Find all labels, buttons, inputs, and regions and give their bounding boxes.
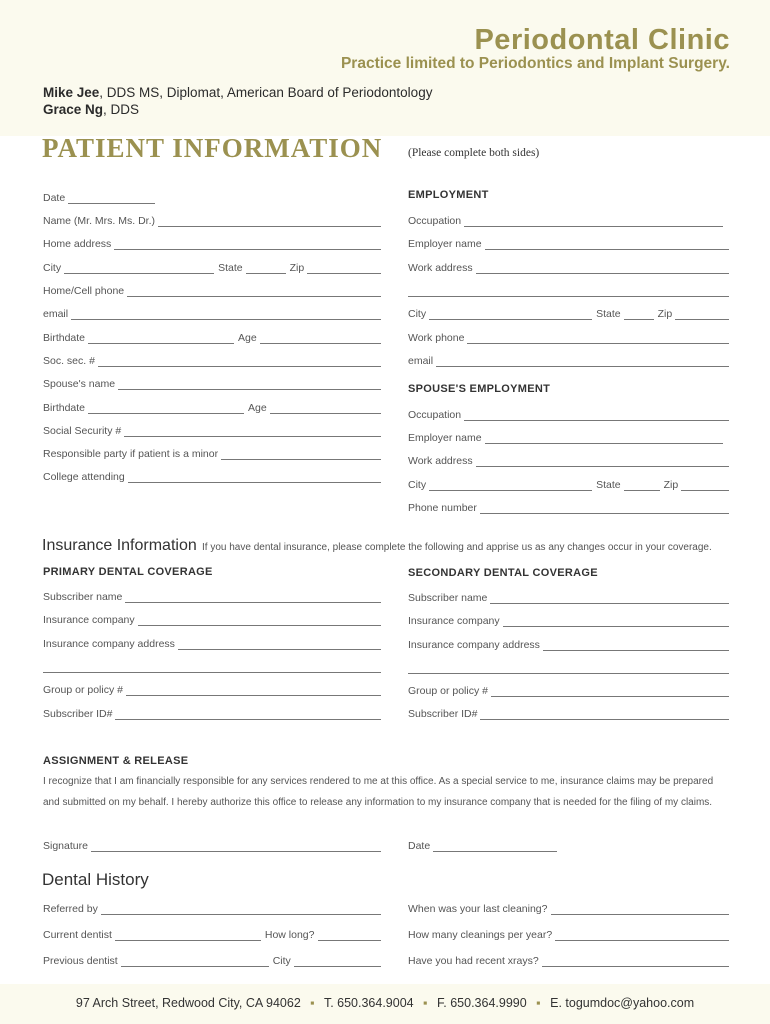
- date-field[interactable]: Date: [43, 188, 155, 204]
- referred-by-field[interactable]: Referred by: [43, 899, 381, 915]
- spouse-work-address-field[interactable]: Work address: [408, 451, 729, 467]
- occupation-field[interactable]: Occupation: [408, 211, 723, 227]
- assignment-heading: ASSIGNMENT & RELEASE: [43, 755, 189, 767]
- college-field[interactable]: College attending: [43, 467, 381, 483]
- email-field[interactable]: email: [43, 304, 381, 320]
- separator-icon: ▪: [310, 996, 315, 1010]
- home-cell-phone-field[interactable]: Home/Cell phone: [43, 281, 381, 297]
- footer-phone: T. 650.364.9004: [323, 996, 414, 1010]
- secondary-subscriber-id-field[interactable]: Subscriber ID#: [408, 704, 729, 720]
- signature-date-field[interactable]: Date: [408, 836, 557, 852]
- clinic-tagline: Practice limited to Periodontics and Implant Surgery.: [340, 55, 730, 72]
- secondary-insurance-address-line2[interactable]: [408, 658, 729, 674]
- spouse-phone-field[interactable]: Phone number: [408, 498, 729, 514]
- city-state-zip-field[interactable]: City State Zip: [43, 258, 381, 274]
- assignment-text-line2: and submitted on my behalf. I hereby authorize this office to release any information to my insurance company that is needed for the filing of my claims.: [43, 797, 713, 808]
- secondary-subscriber-name-field[interactable]: Subscriber name: [408, 588, 729, 604]
- footer-address: 97 Arch Street, Redwood City, CA 94062: [75, 996, 301, 1010]
- birthdate-age-field[interactable]: Birthdate Age: [43, 328, 381, 344]
- footer-contact: [0, 996, 770, 1010]
- separator-icon: ▪: [536, 996, 541, 1010]
- work-phone-field[interactable]: Work phone: [408, 328, 729, 344]
- work-address-field[interactable]: Work address: [408, 258, 729, 274]
- doctor-name: Mike Jee: [43, 85, 100, 100]
- doctor-line-1: [43, 85, 432, 100]
- form-title: PATIENT INFORMATION: [42, 133, 383, 163]
- cleanings-per-year-field[interactable]: How many cleanings per year?: [408, 925, 729, 941]
- spouse-occupation-field[interactable]: Occupation: [408, 405, 729, 421]
- soc-sec-field[interactable]: Soc. sec. #: [43, 351, 381, 367]
- clinic-name: Periodontal Clinic: [474, 24, 730, 56]
- primary-insurance-company-field[interactable]: Insurance company: [43, 610, 381, 626]
- doctor-credentials: , DDS: [103, 102, 140, 117]
- spouse-employer-name-field[interactable]: Employer name: [408, 428, 723, 444]
- primary-coverage-heading: PRIMARY DENTAL COVERAGE: [43, 566, 213, 578]
- employment-heading: EMPLOYMENT: [408, 189, 489, 201]
- primary-insurance-address-line2[interactable]: [43, 657, 381, 673]
- employer-name-field[interactable]: Employer name: [408, 234, 729, 250]
- secondary-insurance-address-field[interactable]: Insurance company address: [408, 635, 729, 651]
- last-cleaning-field[interactable]: When was your last cleaning?: [408, 899, 729, 915]
- primary-insurance-address-field[interactable]: Insurance company address: [43, 634, 381, 650]
- secondary-group-policy-field[interactable]: Group or policy #: [408, 681, 729, 697]
- secondary-insurance-company-field[interactable]: Insurance company: [408, 611, 729, 627]
- primary-subscriber-id-field[interactable]: Subscriber ID#: [43, 704, 381, 720]
- work-address-line2[interactable]: [408, 281, 729, 297]
- dental-history-heading: Dental History: [42, 870, 149, 889]
- insurance-note: If you have dental insurance, please complete the following and apprise us as any changes occur in your coverage.: [202, 542, 712, 553]
- spouse-name-field[interactable]: Spouse's name: [43, 374, 381, 390]
- spouse-employment-heading: SPOUSE'S EMPLOYMENT: [408, 383, 551, 395]
- recent-xrays-field[interactable]: Have you had recent xrays?: [408, 951, 729, 967]
- work-email-field[interactable]: email: [408, 351, 729, 367]
- separator-icon: ▪: [423, 996, 428, 1010]
- current-dentist-field[interactable]: Current dentist How long?: [43, 925, 381, 941]
- home-address-field[interactable]: Home address: [43, 234, 381, 250]
- spouse-city-state-zip-field[interactable]: City State Zip: [408, 475, 729, 491]
- employment-city-state-zip-field[interactable]: City State Zip: [408, 304, 729, 320]
- form-note: (Please complete both sides): [408, 147, 540, 159]
- social-security-field[interactable]: Social Security #: [43, 421, 381, 437]
- assignment-text-line1: I recognize that I am financially responsible for any services rendered to me at this office. As a special service to me, insurance claims may be prepared: [43, 776, 714, 787]
- secondary-coverage-heading: SECONDARY DENTAL COVERAGE: [408, 567, 598, 579]
- primary-subscriber-name-field[interactable]: Subscriber name: [43, 587, 381, 603]
- signature-field[interactable]: Signature: [43, 836, 381, 852]
- footer-email[interactable]: E. togumdoc@yahoo.com: [550, 996, 695, 1010]
- doctor-credentials: , DDS MS, Diplomat, American Board of Periodontology: [99, 85, 433, 100]
- name-field[interactable]: Name (Mr. Mrs. Ms. Dr.): [43, 211, 381, 227]
- primary-group-policy-field[interactable]: Group or policy #: [43, 680, 381, 696]
- footer-fax: F. 650.364.9990: [437, 996, 527, 1010]
- insurance-heading: Insurance Information: [42, 537, 197, 554]
- responsible-party-field[interactable]: Responsible party if patient is a minor: [43, 444, 381, 460]
- doctor-name: Grace Ng: [43, 102, 104, 117]
- spouse-birthdate-age-field[interactable]: Birthdate Age: [43, 398, 381, 414]
- doctor-line-2: [43, 102, 139, 117]
- previous-dentist-field[interactable]: Previous dentist City: [43, 951, 381, 967]
